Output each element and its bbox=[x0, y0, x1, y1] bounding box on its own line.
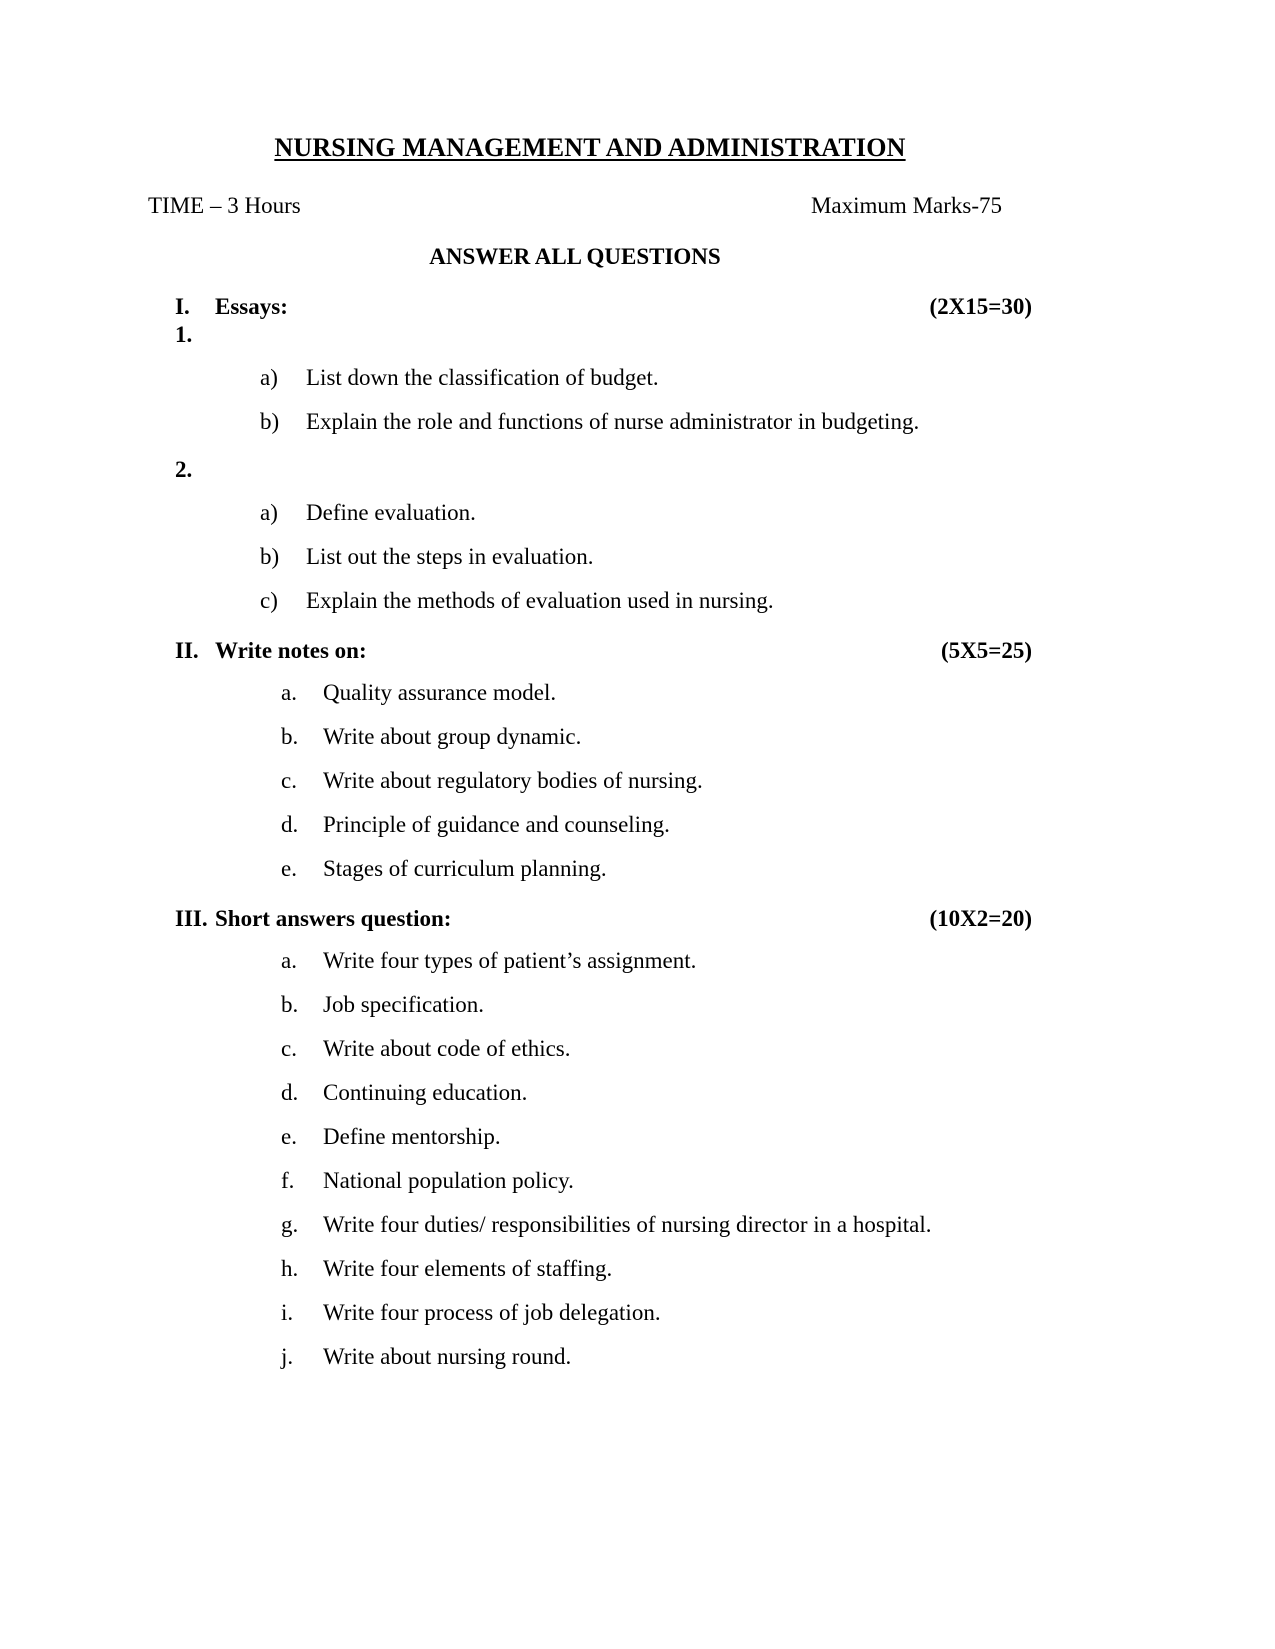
page-title bbox=[145, 132, 1035, 165]
section-marks-i: (2X15=30) bbox=[929, 293, 1032, 319]
list-marker: c. bbox=[281, 1035, 297, 1061]
list-text: Write four duties/ responsibilities of nursing director in a hospital. bbox=[323, 1211, 932, 1237]
list-item bbox=[145, 768, 1035, 794]
list-marker: b) bbox=[260, 408, 280, 434]
list-item bbox=[145, 544, 1035, 570]
list-marker: a. bbox=[281, 679, 297, 705]
maximum-marks: Maximum Marks-75 bbox=[810, 192, 1002, 218]
section-header-iii bbox=[145, 906, 1035, 932]
list-item bbox=[145, 1300, 1035, 1326]
list-item bbox=[145, 1168, 1035, 1194]
list-item bbox=[145, 500, 1035, 526]
list-item bbox=[145, 724, 1035, 750]
list-marker: c) bbox=[260, 587, 278, 613]
list-text: Explain the role and functions of nurse administrator in budgeting. bbox=[306, 408, 920, 434]
list-text: Write four types of patient’s assignment. bbox=[323, 947, 697, 973]
list-item bbox=[145, 1212, 1035, 1238]
exam-meta-row bbox=[145, 193, 1035, 219]
list-marker: i. bbox=[281, 1299, 294, 1325]
list-marker: j. bbox=[281, 1343, 294, 1369]
question-1-subitems bbox=[145, 365, 1035, 435]
list-text: Write about regulatory bodies of nursing. bbox=[323, 767, 703, 793]
list-item bbox=[145, 812, 1035, 838]
list-marker: g. bbox=[281, 1211, 299, 1237]
list-item bbox=[145, 365, 1035, 391]
list-item bbox=[145, 1344, 1035, 1370]
section-title-ii: Write notes on: bbox=[215, 637, 367, 663]
list-marker: e. bbox=[281, 855, 297, 881]
list-text: Stages of curriculum planning. bbox=[323, 855, 607, 881]
list-text: Quality assurance model. bbox=[323, 679, 557, 705]
section-roman-i: I. bbox=[175, 293, 190, 319]
list-text: Explain the methods of evaluation used in nursing. bbox=[306, 587, 774, 613]
list-text: Write about nursing round. bbox=[323, 1343, 572, 1369]
list-item bbox=[145, 1124, 1035, 1150]
list-text: Principle of guidance and counseling. bbox=[323, 811, 670, 837]
exam-duration: TIME – 3 Hours bbox=[148, 192, 301, 218]
list-marker: a) bbox=[260, 499, 278, 525]
list-marker: e. bbox=[281, 1123, 297, 1149]
list-item bbox=[145, 588, 1035, 614]
list-item bbox=[145, 1080, 1035, 1106]
list-marker: d. bbox=[281, 811, 299, 837]
question-number-2: 2. bbox=[175, 456, 193, 482]
list-text: Define mentorship. bbox=[323, 1123, 501, 1149]
page-title-text: NURSING MANAGEMENT AND ADMINISTRATION bbox=[274, 133, 906, 162]
section-roman-iii: III. bbox=[175, 905, 208, 931]
section-marks-ii: (5X5=25) bbox=[940, 637, 1032, 663]
list-text: List out the steps in evaluation. bbox=[306, 543, 594, 569]
list-marker: b) bbox=[260, 543, 280, 569]
section-roman-ii: II. bbox=[175, 637, 199, 663]
list-marker: f. bbox=[281, 1167, 295, 1193]
list-item bbox=[145, 1036, 1035, 1062]
list-item bbox=[145, 1256, 1035, 1282]
list-item bbox=[145, 409, 1035, 435]
question-number-1: 1. bbox=[175, 321, 193, 347]
section-iii-items bbox=[145, 948, 1035, 1370]
list-item bbox=[145, 992, 1035, 1018]
list-marker: b. bbox=[281, 723, 299, 749]
section-header-i bbox=[145, 294, 1035, 320]
section-header-ii bbox=[145, 638, 1035, 664]
list-text: National population policy. bbox=[323, 1167, 574, 1193]
list-marker: c. bbox=[281, 767, 297, 793]
exam-instruction: ANSWER ALL QUESTIONS bbox=[429, 243, 721, 269]
list-text: Write about code of ethics. bbox=[323, 1035, 571, 1061]
list-marker: a) bbox=[260, 364, 278, 390]
list-marker: a. bbox=[281, 947, 297, 973]
section-ii-items bbox=[145, 680, 1035, 882]
document-body bbox=[145, 132, 1035, 1370]
list-text: List down the classification of budget. bbox=[306, 364, 659, 390]
section-marks-iii: (10X2=20) bbox=[929, 905, 1032, 931]
list-text: Write about group dynamic. bbox=[323, 723, 582, 749]
list-text: Write four elements of staffing. bbox=[323, 1255, 613, 1281]
question-2-subitems bbox=[145, 500, 1035, 614]
section-title-iii: Short answers question: bbox=[215, 905, 452, 931]
section-title-i: Essays: bbox=[215, 293, 288, 319]
list-text: Continuing education. bbox=[323, 1079, 528, 1105]
list-marker: h. bbox=[281, 1255, 299, 1281]
list-text: Job specification. bbox=[323, 991, 484, 1017]
list-marker: d. bbox=[281, 1079, 299, 1105]
list-item bbox=[145, 948, 1035, 974]
list-item bbox=[145, 856, 1035, 882]
list-text: Define evaluation. bbox=[306, 499, 476, 525]
list-item bbox=[145, 680, 1035, 706]
list-text: Write four process of job delegation. bbox=[323, 1299, 661, 1325]
list-marker: b. bbox=[281, 991, 299, 1017]
